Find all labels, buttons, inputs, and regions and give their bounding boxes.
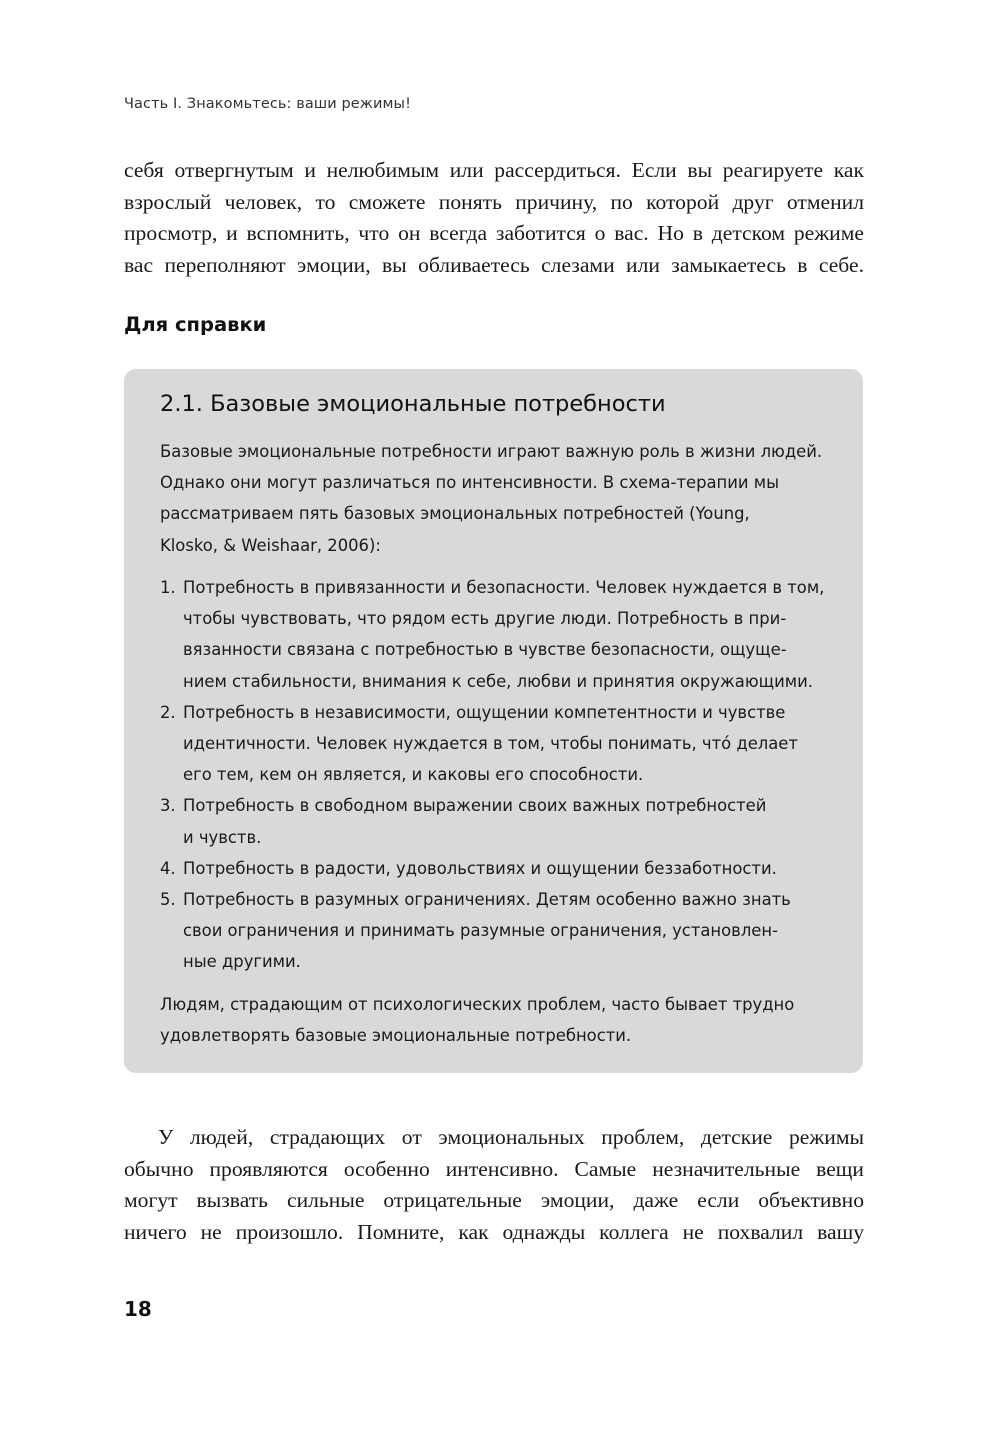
text-line: Потребность в привязанности и безопасности. Человек нуждается в том, — [183, 578, 825, 597]
running-head: Часть I. Знакомьтесь: ваши режимы! — [124, 96, 411, 112]
info-box-intro — [160, 436, 828, 561]
text-line: чтобы чувствовать, что рядом есть другие люди. Потребность в при- — [183, 609, 787, 629]
text-line: ничего не произошло. Помните, как однажды коллега не похвалил вашу — [124, 1219, 864, 1244]
text-line: обычно проявляются особенно интенсивно. Самые незначительные вещи — [124, 1156, 864, 1181]
list-item — [160, 697, 828, 791]
text-line: удовлетворять базовые эмоциональные потребности. — [160, 1026, 632, 1046]
page-number: 18 — [124, 1297, 152, 1321]
text-line: свои ограничения и принимать разумные ограничения, установлен- — [183, 921, 779, 941]
text-line: его тем, кем он является, и каковы его способности. — [183, 765, 644, 785]
text-line: ные другими. — [183, 952, 301, 972]
text-line: вас переполняют эмоции, вы обливаетесь слезами или замыкаетесь в себе. — [124, 252, 864, 277]
list-item — [160, 884, 828, 978]
text-line: могут вызвать сильные отрицательные эмоции, даже если объективно — [124, 1188, 864, 1212]
text-line: Потребность в независимости, ощущении компетентности и чувстве — [183, 702, 786, 722]
text-line: Однако они могут различаться по интенсивности. В схема-терапии мы — [160, 473, 780, 493]
text-line: Потребность в радости, удовольствиях и ощущении беззаботности. — [183, 858, 777, 878]
text-line: рассматриваем пять базовых эмоциональных потребностей (Young, — [160, 504, 750, 524]
needs-list — [160, 572, 828, 978]
list-item-number: 1. — [160, 578, 176, 597]
list-item-number: 5. — [160, 890, 176, 910]
list-item-number: 2. — [160, 702, 176, 722]
section-label: Для справки — [124, 313, 267, 336]
info-box-title: 2.1. Базовые эмоциональные потребности — [160, 391, 666, 417]
text-line: и чувств. — [183, 827, 262, 847]
text-line: вязанности связана с потребностью в чувстве безопасности, ощуще- — [183, 640, 787, 660]
text-line: себя отвергнутым и нелюбимым или рассердиться. Если вы реагируете как — [124, 158, 864, 182]
info-box — [124, 369, 863, 1073]
list-item — [160, 853, 828, 884]
list-item-number: 4. — [160, 858, 176, 878]
text-line: Потребность в разумных ограничениях. Детям особенно важно знать — [183, 890, 791, 910]
text-line: взрослый человек, то сможете понять причину, по которой друг отменил — [124, 189, 864, 214]
list-item-number: 3. — [160, 796, 176, 816]
list-item — [160, 572, 828, 697]
text-line: Людям, страдающим от психологических проблем, часто бывает трудно — [160, 995, 795, 1014]
text-line: идентичности. Человек нуждается в том, чтобы понимать, чтó делает — [183, 734, 798, 754]
body-paragraph-top — [124, 155, 864, 281]
body-paragraph-bottom — [124, 1122, 864, 1248]
text-line: Базовые эмоциональные потребности играют важную роль в жизни людей. — [160, 442, 823, 461]
list-item — [160, 790, 828, 852]
text-line: Klosko, & Weishaar, 2006): — [160, 535, 381, 555]
text-line: Потребность в свободном выражении своих важных потребностей — [183, 796, 767, 816]
info-box-outro — [160, 989, 828, 1051]
text-line: У людей, страдающих от эмоциональных проблем, детские режимы — [158, 1125, 864, 1149]
text-line: просмотр, и вспомнить, что он всегда заботится о вас. Но в детском режиме — [124, 221, 864, 245]
text-line: нием стабильности, внимания к себе, любви и принятия окружающими. — [183, 671, 813, 691]
